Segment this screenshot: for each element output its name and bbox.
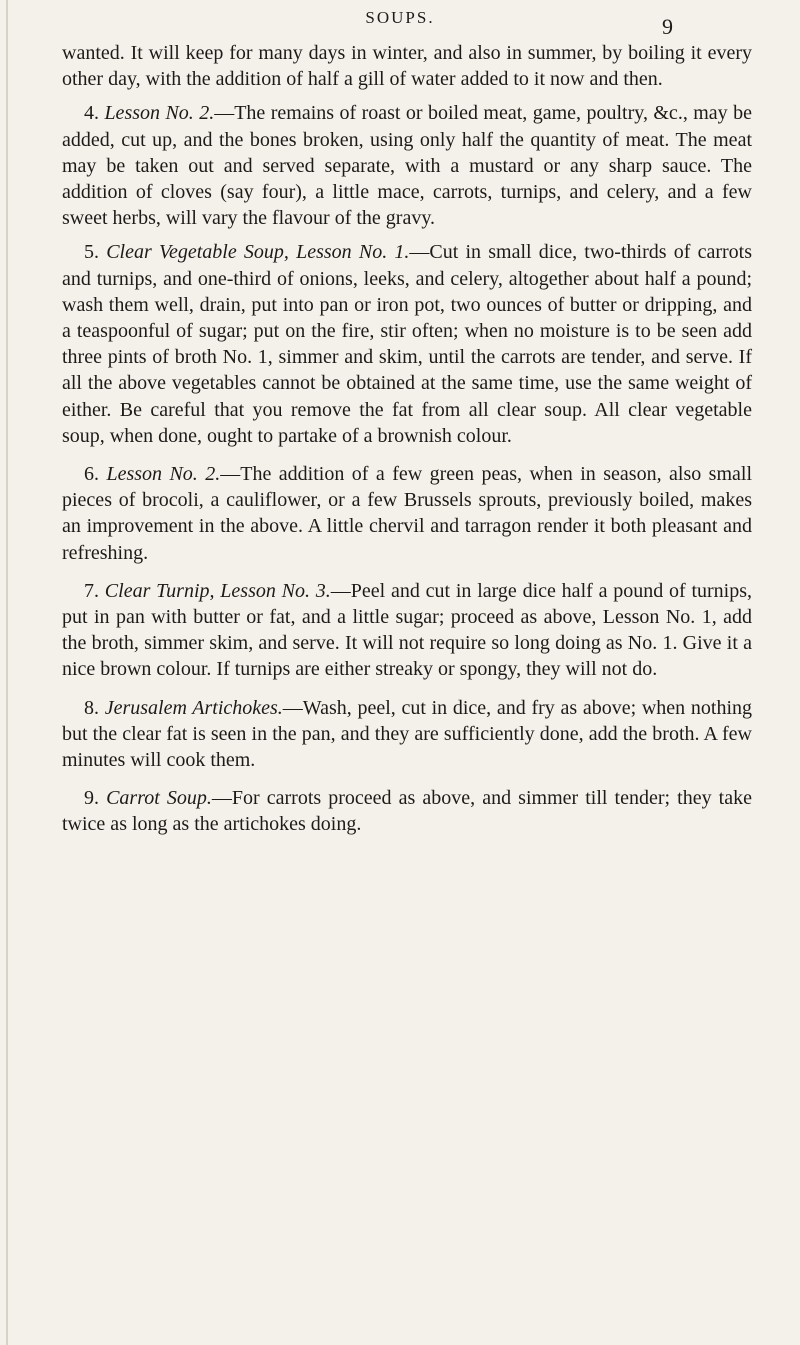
running-head <box>0 6 800 39</box>
paragraph-8 <box>62 695 752 774</box>
paragraph-number: 5. <box>84 241 99 264</box>
paragraph-4 <box>62 100 752 231</box>
paragraph-7 <box>62 578 752 683</box>
paragraph-5 <box>62 239 752 449</box>
paragraph-title: Lesson No. 2. <box>104 102 215 125</box>
paragraph-text: —Cut in small dice, two-thirds of carrots and turnips, and one-third of onions, leeks, and celery, altogether about half a pound; wash them well, drain, put into pan or iron pot, two ounces of butter or dripping, and a teaspoonful of sugar; put on the fire, stir often; when no moisture is to be seen add three pints of broth No. 1, simmer and skim, until the carrots are tender, and serve. If all the above vegetables cannot be obtained at the same time, use the same weight of either. Be careful that you remove the fat from all clear soup. All clear vegetable soup, when done, ought to partake of a brownish colour. <box>62 241 752 447</box>
paragraph-number: 9. <box>84 787 99 810</box>
paragraph-text: —For carrots proceed as above, and simmer till tender; they take twice as long as the artichokes doing. <box>62 787 752 836</box>
paragraph-title: Lesson No. 2. <box>106 463 221 486</box>
paragraph-number: 6. <box>84 463 99 486</box>
paragraph-title: Clear Turnip, Lesson No. 3. <box>104 579 331 602</box>
paragraph-title: Carrot Soup. <box>106 787 212 810</box>
page-number: 9 <box>662 14 673 39</box>
paragraph-6 <box>62 461 752 566</box>
paragraph-text: —The remains of roast or boiled meat, game, poultry, &c., may be added, cut up, and the bones broken, using only half the quantity of meat. The meat may be taken out and served separate, with a mustard or any sharp sauce. The addition of cloves (say four), a little mace, carrots, turnips, and celery, and a few sweet herbs, will vary the flavour of the gravy. <box>62 102 752 230</box>
paragraph-number: 8. <box>84 696 99 719</box>
body-text <box>62 40 752 846</box>
paragraph-text: —Wash, peel, cut in dice, and fry as above; when nothing but the clear fat is seen in the pan, and they are sufficiently done, add the broth. A few minutes will cook them. <box>62 696 753 772</box>
paragraph-number: 4. <box>84 102 99 125</box>
paragraph-text: wanted. It will keep for many days in winter, and also in summer, by boiling it every other day, with the addition of half a gill of water added to it now and then. <box>62 42 752 91</box>
running-head-title: SOUPS. <box>365 8 435 27</box>
page-edge <box>6 0 8 1345</box>
paragraph-number: 7. <box>84 579 99 602</box>
paragraph-text: —The addition of a few green peas, when in season, also small pieces of brocoli, a cauliflower, or a few Brussels sprouts, previously boiled, makes an improvement in the above. A little chervil and tarragon render it both pleasant and refreshing. <box>62 463 753 564</box>
paragraph-continuation <box>62 40 752 92</box>
paragraph-title: Clear Vegetable Soup, Lesson No. 1. <box>106 241 410 264</box>
paragraph-title: Jerusalem Artichokes. <box>104 696 283 719</box>
paragraph-text: —Peel and cut in large dice half a pound of turnips, put in pan with butter or fat, and a little sugar; proceed as above, Lesson No. 1, add the broth, simmer skim, and serve. It will not require so long doing as No. 1. Give it a nice brown colour. If turnips are either streaky or spongy, they will not do. <box>62 579 753 681</box>
paragraph-9 <box>62 785 752 837</box>
